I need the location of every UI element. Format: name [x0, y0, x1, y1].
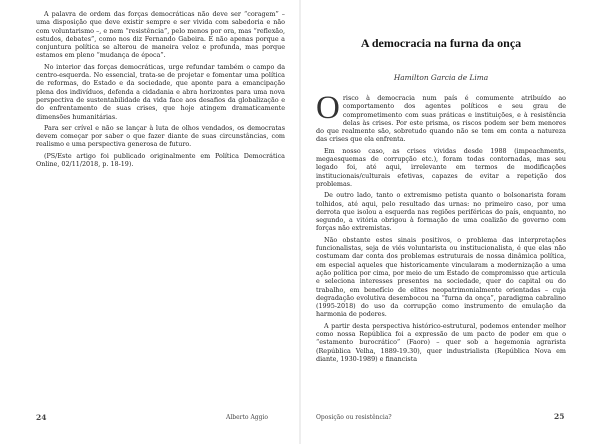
source-note: (PS/Este artigo foi publicado originalmente em Política Democrática Online, 02/11/2018, p. 18-19). [36, 151, 285, 169]
first-paragraph-text: risco à democracia num país é comumente atribuído ao comportamento dos agentes políticos e seu grau de comprometimento com suas práticas e instituições, e à resistência delas às crises. Por este prisma, os riscos podem ser bem menores do que realmente são, sobretudo quando não se tem em conta a natureza das crises que ela enfrenta. [316, 94, 566, 144]
running-head: Oposição ou resistência? [316, 414, 392, 421]
paragraph: A partir desta perspectiva histórico-estrutural, podemos entender melhor como nossa República foi a expressão de um pacto de poder em que o “estamento burocrático” (Faoro) – quer sob a hegemonia agrarista (República Velha, 1889-19.30), quer industrialista (República Nova em diante, 1930-1989) e financista [316, 321, 566, 363]
author-name: Hamilton Garcia de Lima [393, 73, 489, 82]
paragraph: No interior das forças democráticas, urge refundar também o campo da centro-esquerda. No essencial, trata-se de projetar e fomentar uma política de reformas, do Estado e da sociedade, que aponte para a emancipação plena dos indivíduos, defenda a cidadania e abra horizontes para uma nova perspectiva de sustentabilidade da vida face aos desafios da globalização e do enfrentamento de suas crises, que hoje atingem dramaticamente dimensões humanitárias. [36, 62, 285, 121]
chapter-title: A democracia na furna da onça [360, 36, 522, 50]
page-number: 24 [36, 413, 47, 422]
paragraph: Para ser crível e não se lançar à luta de olhos vendados, os democratas devem começar por saber o que fazer diante de suas circunstâncias, com realismo e uma perspectiva generosa de futuro. [36, 123, 285, 149]
paragraph: De outro lado, tanto o extremismo petista quanto o bolsonarista foram tolhidos, até aqui, pelo resultado das urnas: no primeiro caso, por uma derrota que isolou a esquerda nas regiões periféricas do país, enquanto, no segundo, a vitória obrigou à formação de uma coalizão de governo com forças não extremistas. [316, 191, 566, 233]
first-paragraph [316, 90, 566, 144]
paragraph: A palavra de ordem das forças democráticas não deve ser “coragem” – uma disposição que deve existir sempre e ser vivida com sabedoria e não com voluntarismo –, e nem “resistência”, pelo menos por ora, mas “reflexão, estudos, debates”, como nos diz Fernando Gabeira. E não apenas porque a conjuntura política se alterou de maneira veloz e profunda, mas porque estamos em pleno “mudança de época”. [36, 10, 285, 60]
right-page [300, 0, 600, 444]
paragraph: Não obstante estes sinais positivos, o problema das interpretações funcionalistas, seja de viés voluntarista ou institucionalista, é que elas não costumam dar conta dos problemas estruturais de nossa dinâmica política, em especial aqueles que historicamente vincularam a modernização a uma ação política por cima, por meio de um Estado de compromisso que articula e seleciona interesses presentes na sociedade, quer do capital ou do trabalho, em benefício de elites neopatrimonialmente orientadas – cuja degradação evolutiva desembocou na “furna da onça”, paradigma cabralino (1995-2018) do uso da corrupção como instrumento de emulação da harmonia de poderes. [316, 235, 566, 319]
drop-cap: O [316, 90, 340, 126]
paragraph: Em nosso caso, as crises vividas desde 1988 (impeachments, megaesquemas de corrupção etc.), foram todas contornadas, mas seu legado foi, até aqui, irrelevante em termos de modificações institucionais/culturais efetivas, capazes de evitar a repetição dos problemas. [316, 146, 566, 188]
page-number: 25 [554, 412, 565, 421]
running-head: Alberto Aggio [226, 414, 268, 421]
left-footer [36, 413, 286, 422]
